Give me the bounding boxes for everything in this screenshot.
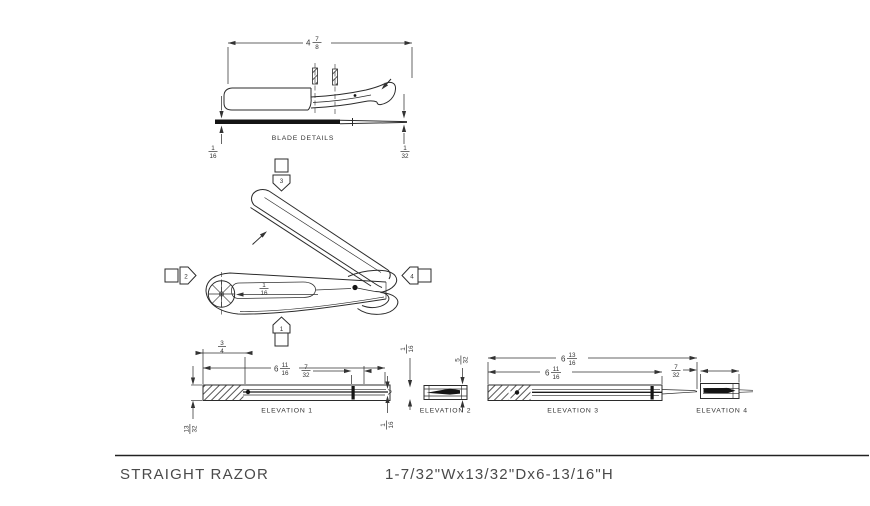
pin <box>352 386 355 400</box>
elevation2-label: ELEVATION 2 <box>419 407 472 415</box>
dim-numerator: 7 <box>315 35 319 43</box>
dim-numerator: 11 <box>281 361 289 369</box>
view-marker-2 <box>165 267 196 284</box>
elevation3-hatch-2 <box>511 386 531 401</box>
blade-profile-outline <box>224 79 396 110</box>
dim-numerator: 13 <box>568 351 576 359</box>
tang-dot <box>354 94 357 97</box>
pivot-pin <box>352 285 357 290</box>
plan-view <box>165 159 431 346</box>
dim-numerator: 13 <box>183 425 191 433</box>
dim-pivot <box>236 282 318 297</box>
dim-numerator: 7 <box>304 363 308 371</box>
dim-numerator: 3 <box>220 339 224 347</box>
dim-numerator: 1 <box>403 144 407 152</box>
dim-thickness <box>454 356 469 413</box>
elevation-4 <box>696 369 753 415</box>
elevation-1 <box>183 340 414 434</box>
dim-whole: 6 <box>274 364 279 374</box>
dim-denominator: 8 <box>315 43 319 51</box>
blade-details-label: BLADE DETAILS <box>271 135 335 142</box>
overall-size: 1-7/32"Wx13/32"Dx6-13/16"H <box>385 466 614 483</box>
dim-blade-edge <box>401 94 410 160</box>
dim-head <box>196 340 253 384</box>
view-marker-number: 2 <box>184 273 188 281</box>
dim-denominator: 16 <box>387 421 395 429</box>
razor-blade-open <box>251 190 391 288</box>
elevation1-label: ELEVATION 1 <box>261 407 313 415</box>
view-marker-number: 3 <box>279 178 284 185</box>
view-marker-number: 4 <box>410 273 414 281</box>
dim-handle <box>488 366 662 384</box>
view-marker-3 <box>273 159 290 191</box>
dim-denominator: 16 <box>281 369 289 377</box>
view-marker-4 <box>402 267 431 284</box>
pivot-dot <box>515 390 519 394</box>
dim-numerator: 1 <box>211 144 215 152</box>
dim-blade-spine <box>209 96 224 160</box>
dim-denominator: 32 <box>401 152 409 160</box>
elevation4-label: ELEVATION 4 <box>696 407 748 415</box>
elevation-2 <box>420 356 472 415</box>
dim-denominator: 16 <box>209 152 217 160</box>
dim-depth <box>183 366 202 434</box>
dim-pin-offset <box>302 364 372 384</box>
pivot-dot <box>246 390 250 394</box>
handle-scale-inlay <box>232 282 316 299</box>
blade-edge-view <box>215 118 407 126</box>
dim-denominator: 16 <box>407 345 415 353</box>
dim-numerator: 1 <box>262 281 266 289</box>
dim-edge <box>380 376 395 430</box>
elevation3-hatch-1 <box>489 386 509 401</box>
dim-tip <box>672 364 698 379</box>
dim-denominator: 4 <box>220 347 224 355</box>
dim-numerator: 11 <box>552 365 560 373</box>
dim-blade-width <box>228 36 412 84</box>
blade-details-view <box>209 36 413 160</box>
dim-whole: 6 <box>561 354 566 364</box>
dim-numerator: 1 <box>399 347 407 351</box>
dim-gap <box>400 345 415 411</box>
elevation1-hatch <box>204 386 244 401</box>
pin <box>651 386 654 400</box>
dim-denominator: 32 <box>462 356 470 364</box>
blade-section <box>704 388 736 394</box>
blade-edge-bar <box>215 120 340 125</box>
dim-denominator: 32 <box>302 371 310 379</box>
view-marker-number: 1 <box>279 326 284 333</box>
dim-whole: 6 <box>545 368 550 378</box>
blade-section <box>427 389 461 395</box>
dim-width <box>701 369 740 383</box>
dim-numerator: 7 <box>674 363 678 371</box>
dim-denominator: 32 <box>191 425 199 433</box>
dim-numerator: 5 <box>454 358 462 362</box>
razor-handle <box>206 273 386 314</box>
dim-denominator: 16 <box>260 289 268 297</box>
dim-denominator: 16 <box>568 359 576 367</box>
dim-overall <box>488 352 697 389</box>
dim-numerator: 1 <box>379 423 387 427</box>
dim-length <box>203 362 385 384</box>
view-marker-1 <box>273 317 290 346</box>
title-block <box>115 456 869 484</box>
dim-denominator: 16 <box>552 373 560 381</box>
dim-whole: 4 <box>306 38 311 48</box>
dim-denominator: 32 <box>672 371 680 379</box>
elevation-3 <box>488 352 697 415</box>
elevation3-label: ELEVATION 3 <box>547 407 599 415</box>
product-name: STRAIGHT RAZOR <box>120 466 270 483</box>
